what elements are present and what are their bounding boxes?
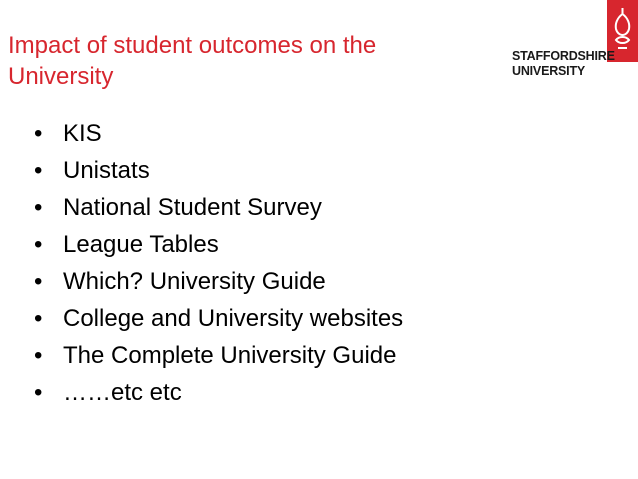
staffordshire-university-logo: [512, 0, 638, 82]
list-item: • Unistats: [34, 152, 403, 189]
bullet-icon: •: [34, 194, 43, 221]
bullet-icon: •: [34, 120, 43, 147]
bullet-icon: •: [34, 342, 43, 369]
logo-line-1: STAFFORDSHIRE: [512, 49, 615, 63]
bullet-icon: •: [34, 231, 43, 258]
bullet-icon: •: [34, 157, 43, 184]
list-item: • The Complete University Guide: [34, 337, 403, 374]
bullet-icon: •: [34, 305, 43, 332]
bullet-list: [34, 115, 403, 411]
bullet-icon: •: [34, 268, 43, 295]
list-item: • College and University websites: [34, 300, 403, 337]
list-item: • KIS: [34, 115, 403, 152]
slide-title: Impact of student outcomes on the University: [8, 32, 377, 90]
list-item: • League Tables: [34, 226, 403, 263]
list-item: • ……etc etc: [34, 374, 403, 411]
list-item: • National Student Survey: [34, 189, 403, 226]
list-item: • Which? University Guide: [34, 263, 403, 300]
logo-line-2: UNIVERSITY: [512, 64, 586, 78]
bullet-icon: •: [34, 379, 43, 406]
